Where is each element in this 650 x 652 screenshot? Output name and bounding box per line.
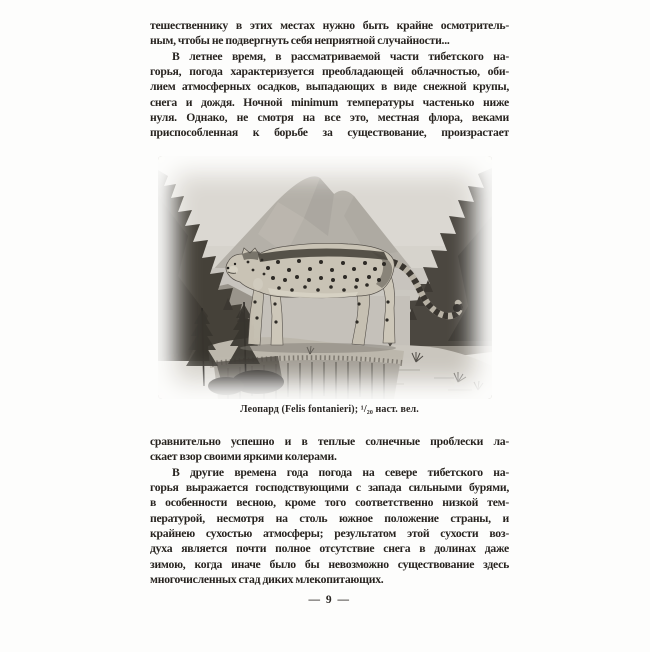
text-line: горья выражается господствующими с запада сильными бурями, bbox=[150, 481, 509, 495]
text-line: крайнею сухостью атмосферы; результатом этой сухости воз- bbox=[150, 527, 509, 541]
text-line: В другие времена года погода на севере тибетского на- bbox=[172, 465, 509, 479]
text-line: зимою, когда иначе было бы невозможно существование здесь bbox=[150, 557, 509, 571]
leopard-shadow bbox=[240, 343, 396, 353]
page-number: — 9 — bbox=[308, 594, 351, 606]
text-line: лием атмосферных осадков, выпадающих в виде снежной крупы, bbox=[150, 80, 509, 94]
text-line: пературой, несмотря на столь южное положение страны, и bbox=[150, 511, 509, 525]
paragraph-block-top bbox=[150, 18, 509, 141]
text-line: тешественнику в этих местах нужно быть крайне осмотритель- bbox=[150, 19, 509, 32]
text-line: многочисленных стад диких млекопитающих. bbox=[150, 573, 384, 587]
text-line: нуля. Однако, не смотря на все это, местная флора, веками bbox=[150, 111, 509, 125]
text-line: В летнее время, в рассматриваемой части тибетского на- bbox=[172, 49, 509, 63]
text-line: приспособленная к борьбе за существование, произрастает bbox=[150, 126, 509, 140]
text-line: горья, погода характеризуется преобладающей облачностью, оби- bbox=[150, 65, 509, 79]
figure-caption: Леопард (Felis fontanieri); ¹/₂₀ наст. вел. bbox=[240, 404, 419, 415]
leopard-figure bbox=[158, 156, 492, 399]
leopard-illustration bbox=[158, 156, 492, 399]
text-line: в особенности весною, кроме того соответственно низкой тем- bbox=[150, 496, 509, 510]
text-line: ным, чтобы не подвергнуть себя неприятной случайности... bbox=[150, 34, 450, 48]
paragraph-block-bottom bbox=[150, 434, 509, 587]
text-line: снега и дождя. Ночной minimum температуры частенько ниже bbox=[150, 95, 509, 109]
text-line: скает взор своими яркими колерами. bbox=[150, 450, 337, 464]
text-line: духа является почти полное отсутствие снега в долинах даже bbox=[150, 542, 509, 556]
text-line: сравнительно успешно и в теплые солнечные проблески ла- bbox=[150, 435, 509, 448]
